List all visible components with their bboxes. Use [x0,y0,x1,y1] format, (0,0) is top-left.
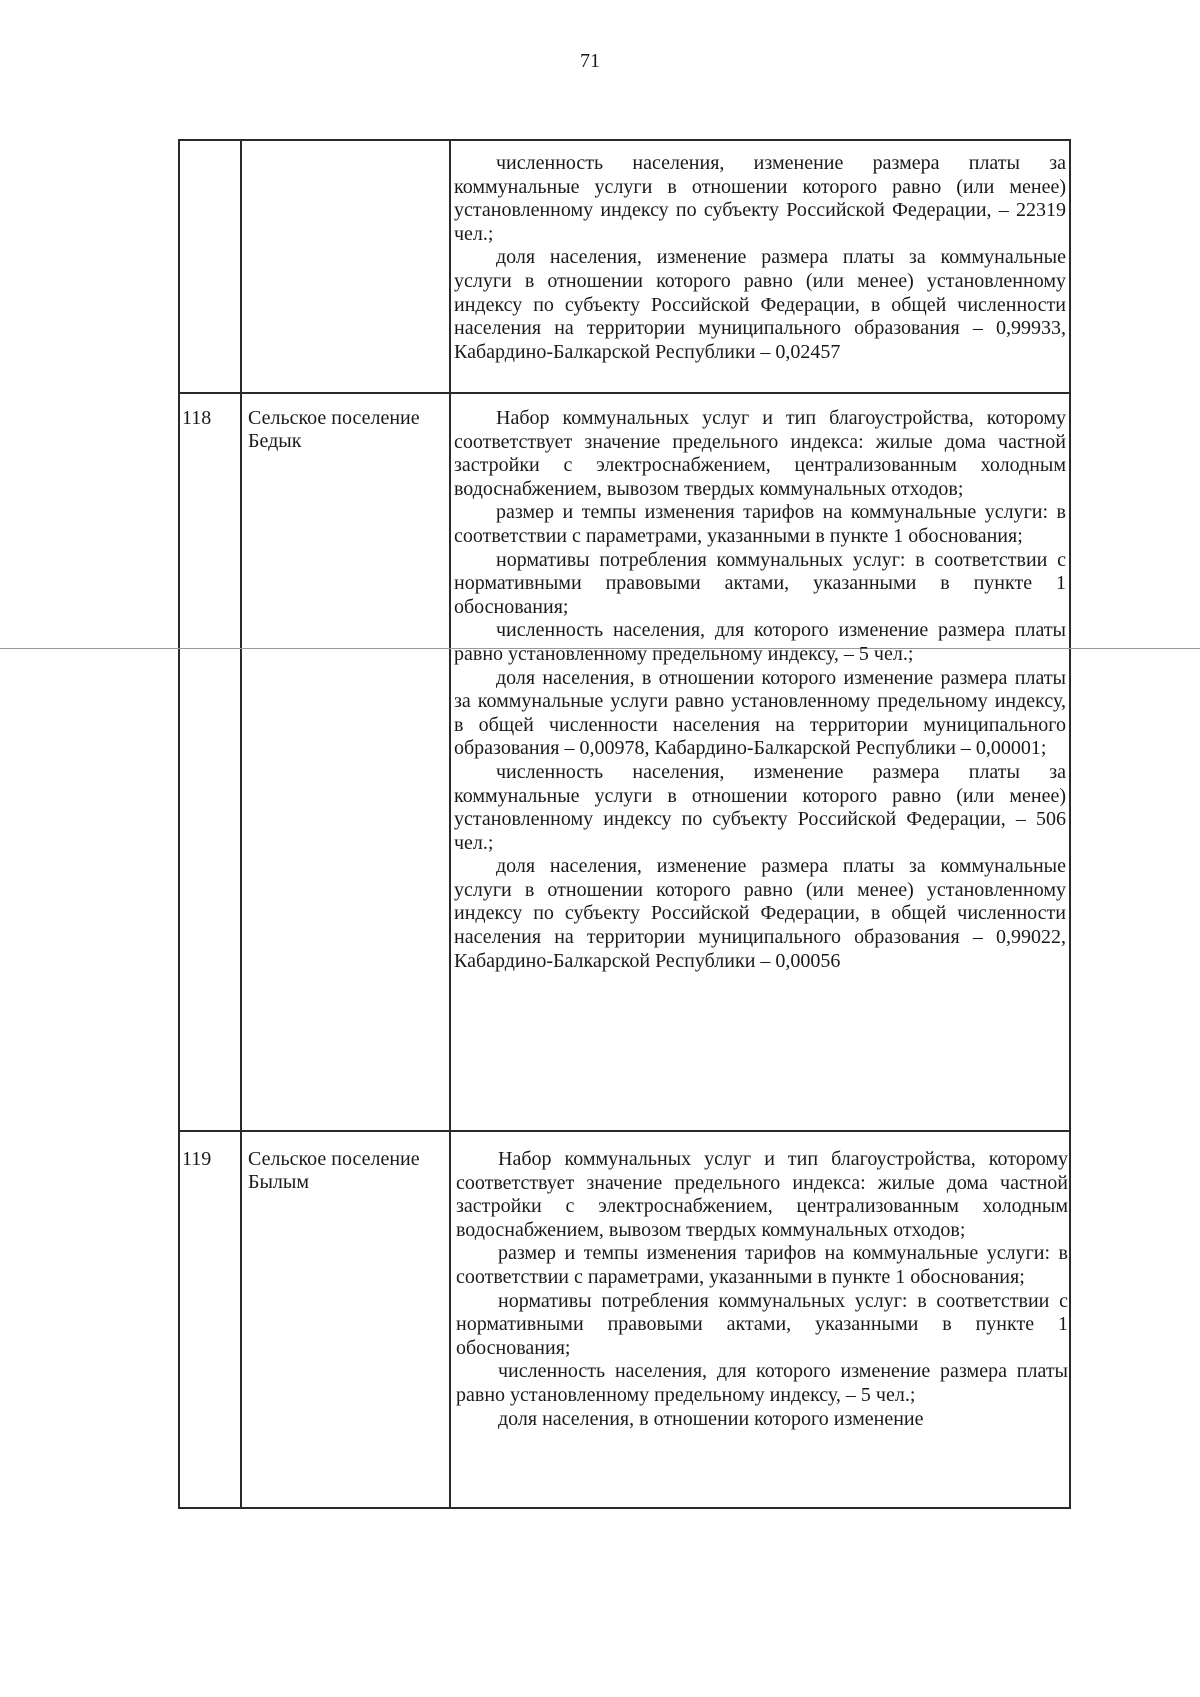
paragraph: численность населения, для которого изменение размера платы равно установленному предельному индексу, – 5 чел.; [454,619,1066,665]
paragraph: численность населения, изменение размера платы за коммунальные услуги в отношении которого равно (или менее) установленному индексу по субъекту Российской Федерации, – 22319 чел.; [454,152,1066,245]
column-divider-1 [240,139,242,1509]
paragraph: доля населения, изменение размера платы за коммунальные услуги в отношении которого равно (или менее) установленному индексу по субъекту Российской Федерации, в общей численности населения на территории муниципального образования – 0,99933, Кабардино-Балкарской Республики – 0,02457 [454,246,1066,363]
paragraph: численность населения, изменение размера платы за коммунальные услуги в отношении которого равно (или менее) установленному индексу по субъекту Российской Федерации, – 506 чел.; [454,760,1066,854]
paragraph: доля населения, изменение размера платы за коммунальные услуги в отношении которого равно (или менее) установленному индексу по субъекту Российской Федерации, в общей численности населения на территории муниципального образования – 0,99022, Кабардино-Балкарской Республики – 0,00056 [454,855,1066,972]
row-divider-118 [178,392,1071,394]
row-119-text [456,1148,1068,1431]
municipality-name: Сельское поселение Бедык [248,407,420,452]
row-118-text [454,407,1066,973]
paragraph: размер и темпы изменения тарифов на коммунальные услуги: в соответствии с параметрами, указанными в пункте 1 обоснования; [454,501,1066,547]
row-divider-119 [178,1130,1071,1132]
row-number: 118 [182,407,212,429]
row-number: 119 [182,1148,212,1170]
paragraph: доля населения, в отношении которого изменение [498,1407,924,1430]
row-continued-text [454,152,1066,364]
page-number: 71 [580,50,600,72]
paragraph: размер и темпы изменения тарифов на коммунальные услуги: в соответствии с параметрами, указанными в пункте 1 обоснования; [456,1242,1068,1288]
table-border-left [178,139,180,1509]
paragraph: Набор коммунальных услуг и тип благоустройства, которому соответствует значение предельного индекса: жилые дома частной застройки с электроснабжением, централизованным холодным водоснабжением, вывозом твердых коммунальных отходов; [456,1148,1068,1241]
municipality-name: Сельское поселение Былым [248,1148,420,1193]
paragraph: численность населения, для которого изменение размера платы равно установленному предельному индексу, – 5 чел.; [456,1360,1068,1406]
table-border-top [178,139,1071,141]
paragraph: нормативы потребления коммунальных услуг: в соответствии с нормативными правовыми актами, указанными в пункте 1 обоснования; [454,548,1066,618]
table-border-right [1069,139,1071,1509]
table-border-bottom [178,1507,1071,1509]
paragraph: Набор коммунальных услуг и тип благоустройства, которому соответствует значение предельного индекса: жилые дома частной застройки с электроснабжением, централизованным холодным водоснабжением, вывозом твердых коммунальных отходов; [454,407,1066,500]
paragraph: доля населения, в отношении которого изменение размера платы за коммунальные услуги равно установленному предельному индексу, в общей численности населения на территории муниципального образования – 0,00978, Кабардино-Балкарской Республики – 0,00001; [454,666,1066,760]
paragraph: нормативы потребления коммунальных услуг: в соответствии с нормативными правовыми актами, указанными в пункте 1 обоснования; [456,1289,1068,1359]
column-divider-2 [449,139,451,1509]
